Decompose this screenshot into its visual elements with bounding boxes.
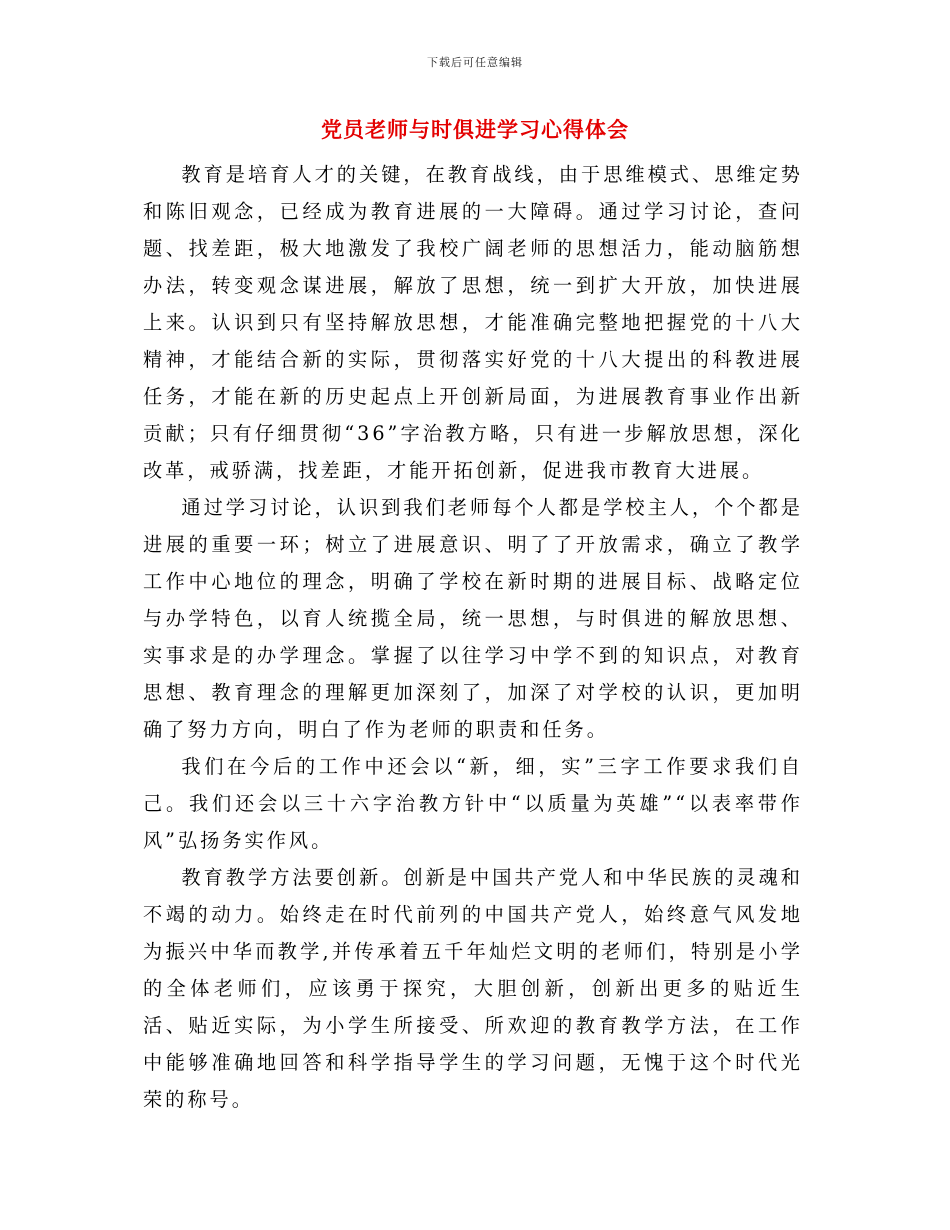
document-body (143, 156, 803, 1118)
body-paragraph: 教育是培育人才的关键，在教育战线，由于思维模式、思维定势和陈旧观念，已经成为教育进展的一大障碍。通过学习讨论，查问题、找差距，极大地激发了我校广阔老师的思想活力，能动脑筋想办法，转变观念谋进展，解放了思想，统一到扩大开放，加快进展上来。认识到只有坚持解放思想，才能准确完整地把握党的十八大精神，才能结合新的实际，贯彻落实好党的十八大提出的科教进展任务，才能在新的历史起点上开创新局面，为进展教育事业作出新贡献；只有仔细贯彻“36”字治教方略，只有进一步解放思想，深化改革，戒骄满，找差距，才能开拓创新，促进我市教育大进展。 (143, 163, 803, 482)
body-paragraph: 教育教学方法要创新。创新是中国共产党人和中华民族的灵魂和不竭的动力。始终走在时代前列的中国共产党人，始终意气风发地为振兴中华而教学,并传承着五千年灿烂文明的老师们，特别是小学的全体老师们，应该勇于探究，大胆创新，创新出更多的贴近生活、贴近实际，为小学生所接受、所欢迎的教育教学方法，在工作中能够准确地回答和科学指导学生的学习问题，无愧于这个时代光荣的称号。 (143, 866, 803, 1111)
page-header-note: 下载后可任意编辑 (427, 56, 523, 69)
document-title: 党员老师与时俱进学习心得体会 (321, 117, 629, 142)
body-paragraph: 我们在今后的工作中还会以“新，细，实”三字工作要求我们自己。我们还会以三十六字治教方针中“以质量为英雄”“以表率带作风”弘扬务实作风。 (143, 755, 803, 852)
body-paragraph: 通过学习讨论，认识到我们老师每个人都是学校主人，个个都是进展的重要一环；树立了进展意识、明了了开放需求，确立了教学工作中心地位的理念，明确了学校在新时期的进展目标、战略定位与办学特色，以育人统揽全局，统一思想，与时俱进的解放思想、实事求是的办学理念。掌握了以往学习中学不到的知识点，对教育思想、教育理念的理解更加深刻了，加深了对学校的认识，更加明确了努力方向，明白了作为老师的职责和任务。 (143, 496, 803, 741)
